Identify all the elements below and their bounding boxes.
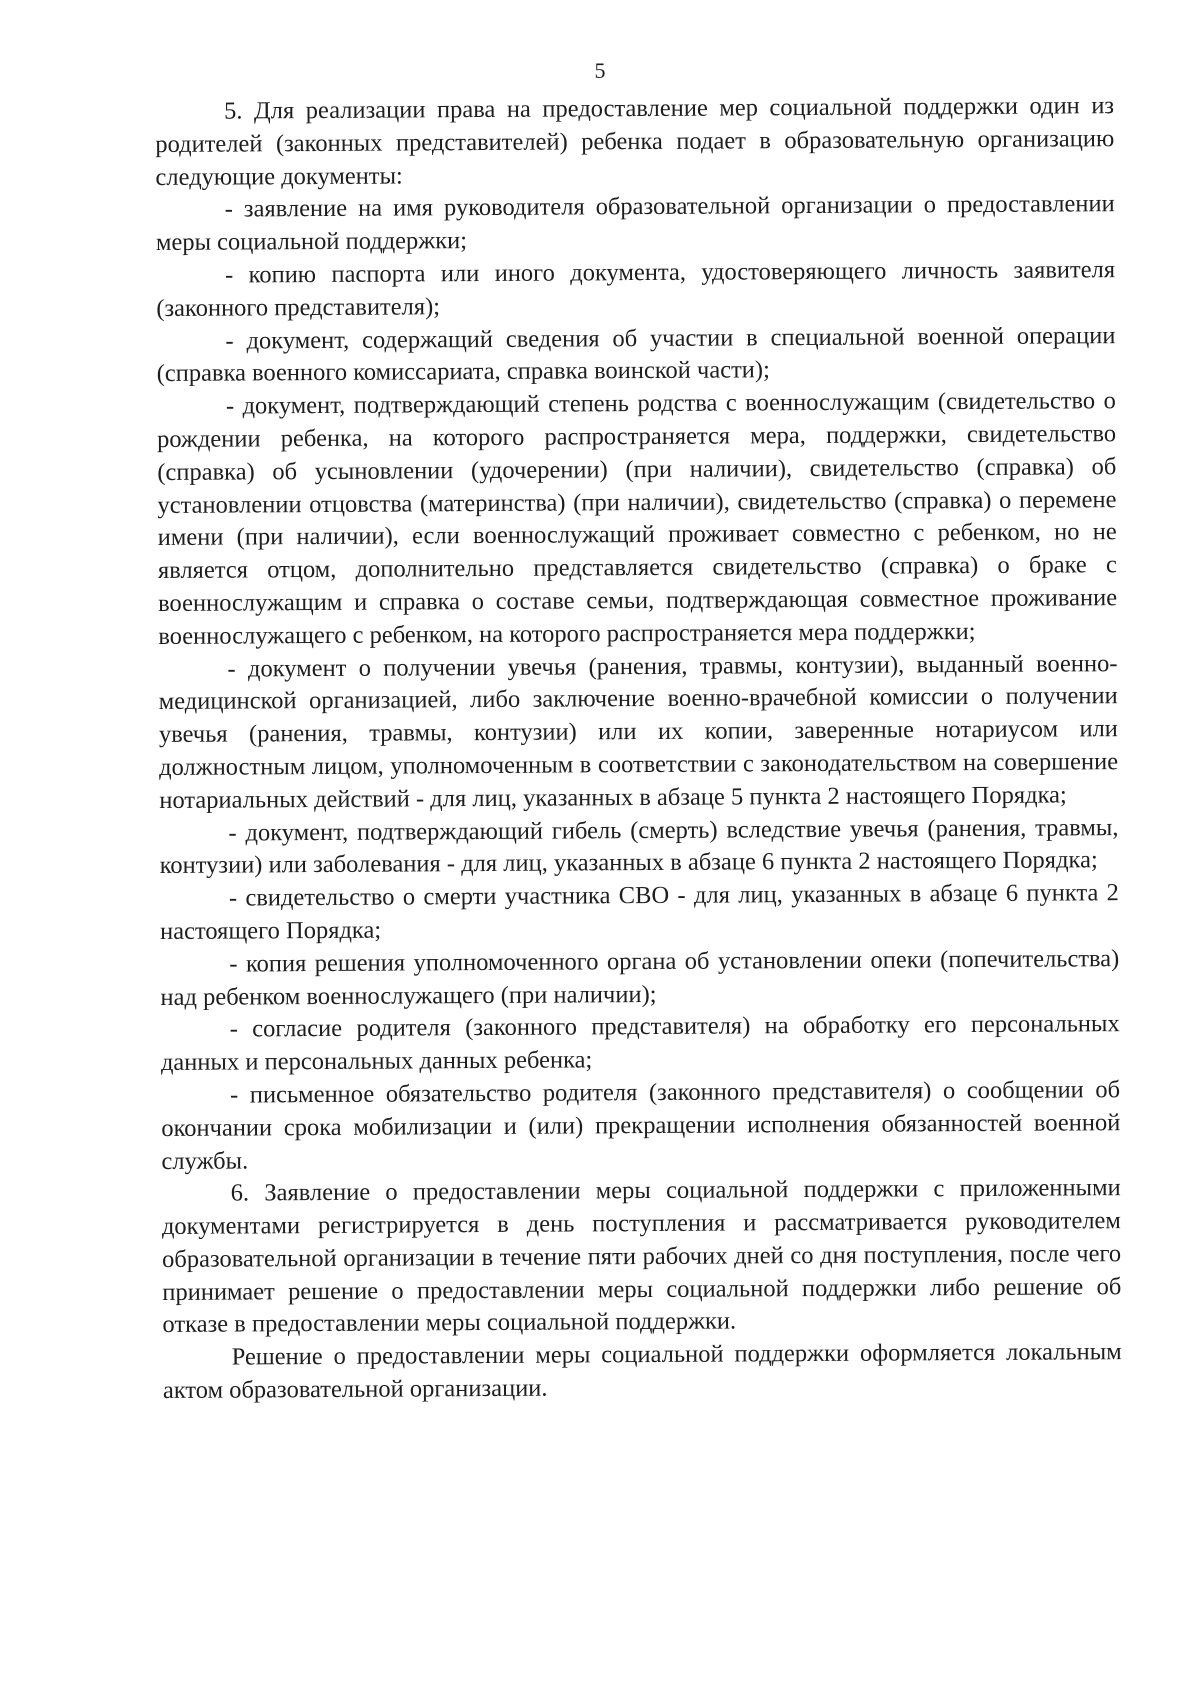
list-item-data-consent: - согласие родителя (законного представителя) на обработку его персональных данных и персональных данных ребенка; bbox=[160, 1010, 1120, 1077]
list-item-guardianship-decision: - копия решения уполномоченного органа об установлении опеки (попечительства) над ребенком военнослужащего (при наличии); bbox=[160, 944, 1120, 1011]
list-item-application: - заявление на имя руководителя образовательной организации о предоставлении меры социальной поддержки; bbox=[155, 190, 1115, 257]
list-item-injury-document: - документ о получении увечья (ранения, травмы, контузии), выданный военно-медицинской организацией, либо заключение военно-врачебной комиссии о получении увечья (ранения, травмы, контузии) или их копии, заверенные нотариусом или должностным лицом, уполномоченным в соответствии с законодательством на совершение нотариальных действий - для лиц, указанных в абзаце 5 пункта 2 настоящего Порядка; bbox=[158, 649, 1119, 814]
list-item-written-obligation: - письменное обязательство родителя (законного представителя) о сообщении об окончании срока мобилизации и (или) прекращении исполнения обязанностей военной службы. bbox=[161, 1076, 1121, 1175]
list-item-kinship-document: - документ, подтверждающий степень родства с военнослужащим (свидетельство о рождении ребенка, на которого распространяется мера, поддержки, свидетельство (справка) об усыновлении (удочерении) (при наличии), свидетельство (справка) об установлении отцовства (материнства) (при наличии), свидетельство (справка) о перемене имени (при наличии), если военнослужащий проживает совместно с ребенком, но не является отцом, дополнительно представляется свидетельство (справка) о браке с военнослужащим и справка о составе семьи, подтверждающая совместное проживание военнослужащего с ребенком, на которого распространяется мера поддержки; bbox=[157, 387, 1118, 650]
list-item-passport-copy: - копию паспорта или иного документа, удостоверяющего личность заявителя (законного представителя); bbox=[156, 256, 1116, 322]
page-number: 5 bbox=[594, 58, 606, 83]
document-body bbox=[155, 90, 1122, 1408]
list-item-death-document: - документ, подтверждающий гибель (смерть) вследствие увечья (ранения, травмы, контузии) или заболевания - для лиц, указанных в абзаце 6 пункта 2 настоящего Порядка; bbox=[159, 813, 1119, 880]
list-item-death-certificate: - свидетельство о смерти участника СВО - для лиц, указанных в абзаце 6 пункта 2 настоящего Порядка; bbox=[160, 879, 1119, 945]
list-item-svo-participation: - документ, содержащий сведения об участии в специальной военной операции (справка военного комиссариата, справка воинской части); bbox=[156, 321, 1116, 388]
paragraph-decision: Решение о предоставлении меры социальной поддержки оформляется локальным актом образовательной организации. bbox=[162, 1338, 1122, 1405]
paragraph-6-review: 6. Заявление о предоставлении меры социальной поддержки с приложенными документами регистрируется в день поступления и рассматривается руководителем образовательной организации в течение пяти рабочих дней со дня поступления, после чего принимает решение о предоставлении меры социальной поддержки либо решение об отказе в предоставлении меры социальной поддержки. bbox=[161, 1174, 1122, 1339]
paragraph-5-intro: 5. Для реализации права на предоставление мер социальной поддержки один из родителей (законных представителей) ребенка подает в образовательную организацию следующие документы: bbox=[155, 92, 1115, 191]
